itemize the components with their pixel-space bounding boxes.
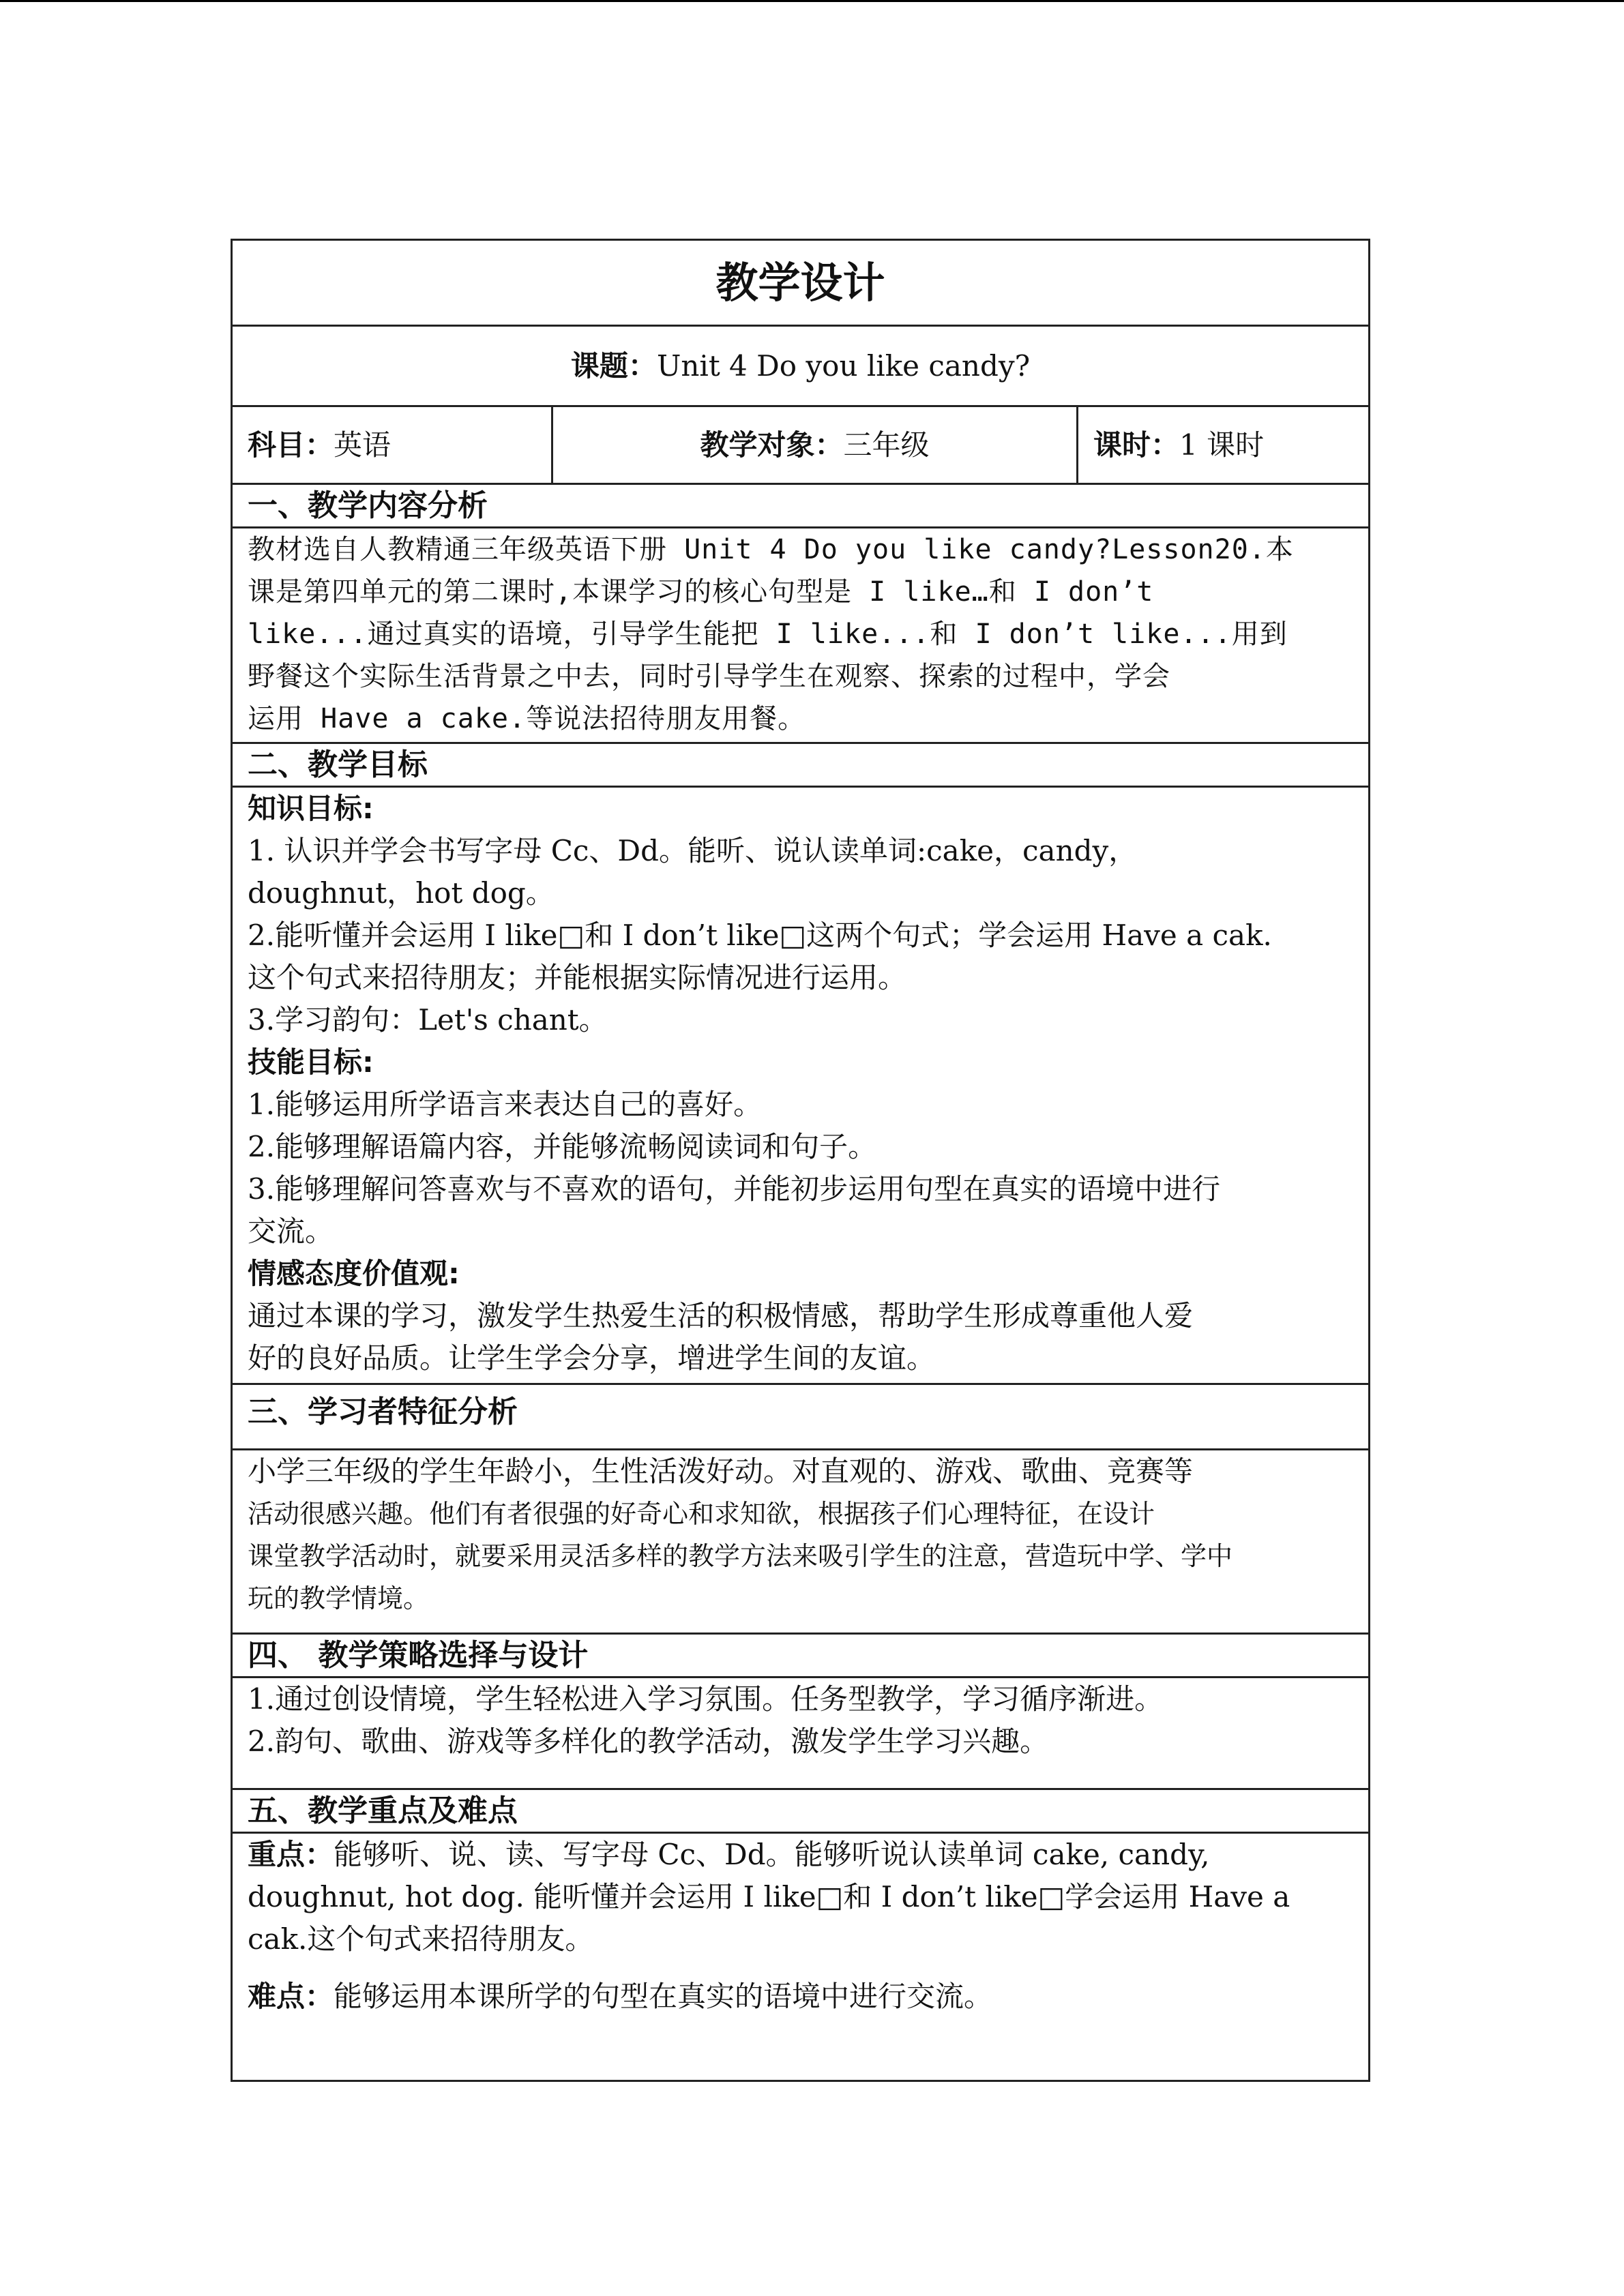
skill-line: 1.能够运用所学语言来表达自己的喜好。 xyxy=(248,1088,763,1121)
key-point-line: cak.这个句式来招待朋友。 xyxy=(248,1922,594,1956)
emotion-label: 情感态度价值观: xyxy=(248,1257,460,1290)
difficulty-text: 能够运用本课所学的句型在真实的语境中进行交流。 xyxy=(334,1980,993,2013)
topic-row xyxy=(232,326,1370,406)
section3-line: 活动很感兴趣。他们有者很强的好奇心和求知欲，根据孩子们心理特征，在设计 xyxy=(248,1499,1155,1529)
section1-body xyxy=(232,528,1370,743)
key-point-line: doughnut, hot dog. 能听懂并会运用 I like□和 I don’t like□学会运用 Have a xyxy=(248,1880,1290,1913)
knowledge-line: 1. 认识并学会书写字母 Cc、Dd。能听、说认读单词:cake，candy， xyxy=(248,834,1138,867)
target-cell xyxy=(552,406,1078,484)
section2-heading: 二、教学目标 xyxy=(232,743,1370,787)
lesson-plan-table xyxy=(231,239,1370,2082)
section5-heading: 五、教学重点及难点 xyxy=(232,1789,1370,1833)
knowledge-line: doughnut，hot dog。 xyxy=(248,876,555,910)
section3-line: 小学三年级的学生年龄小，生性活泼好动。对直观的、游戏、歌曲、竞赛等 xyxy=(248,1455,1194,1488)
section3-line: 课堂教学活动时，就要采用灵活多样的教学方法来吸引学生的注意，营造玩中学、学中 xyxy=(248,1541,1233,1571)
section1-line: like...通过真实的语境，引导学生能把 I like...和 I don’t like...用到 xyxy=(248,618,1288,650)
section1-line: 运用 Have a cake.等说法招待朋友用餐。 xyxy=(248,703,806,734)
section4-body xyxy=(232,1678,1370,1789)
emotion-line: 通过本课的学习，激发学生热爱生活的积极情感，帮助学生形成尊重他人爱 xyxy=(248,1299,1194,1332)
hours-value: 1 课时 xyxy=(1179,428,1265,462)
skill-line: 3.能够理解问答喜欢与不喜欢的语句，并能初步运用句型在真实的语境中进行 xyxy=(248,1172,1221,1206)
skill-label: 技能目标: xyxy=(248,1045,374,1079)
knowledge-line: 2.能听懂并会运用 I like□和 I don’t like□这两个句式；学会运用 Have a cak. xyxy=(248,919,1272,952)
subject-label: 科目： xyxy=(248,428,334,462)
section3-heading: 三、学习者特征分析 xyxy=(232,1384,1370,1450)
section4-line: 2.韵句、歌曲、游戏等多样化的教学活动，激发学生学习兴趣。 xyxy=(248,1725,1049,1758)
difficulty-point xyxy=(248,1976,1353,2018)
topic-label: 课题： xyxy=(570,348,657,383)
section3-body xyxy=(232,1450,1370,1634)
section1-heading: 一、教学内容分析 xyxy=(232,484,1370,528)
key-point-label: 重点： xyxy=(248,1838,334,1871)
knowledge-line: 3.学习韵句：Let's chant。 xyxy=(248,1003,608,1037)
knowledge-line: 这个句式来招待朋友；并能根据实际情况进行运用。 xyxy=(248,961,907,994)
topic-value: Unit 4 Do you like candy? xyxy=(656,348,1031,383)
key-point-line: 能够听、说、读、写字母 Cc、Dd。能够听说认读单词 cake, candy, xyxy=(334,1838,1210,1871)
emotion-line: 好的良好品质。让学生学会分享，增进学生间的友谊。 xyxy=(248,1341,936,1375)
section1-line: 教材选自人教精通三年级英语下册 Unit 4 Do you like candy?Lesson20.本 xyxy=(248,534,1294,565)
section1-line: 野餐这个实际生活背景之中去，同时引导学生在观察、探索的过程中，学会 xyxy=(248,661,1170,692)
skill-line: 2.能够理解语篇内容，并能够流畅阅读词和句子。 xyxy=(248,1130,877,1163)
key-point xyxy=(248,1834,1353,1876)
target-value: 三年级 xyxy=(843,428,930,462)
skill-line: 交流。 xyxy=(248,1214,334,1248)
subject-cell xyxy=(232,406,552,484)
subject-value: 英语 xyxy=(334,428,392,462)
hours-cell xyxy=(1078,406,1370,484)
section3-line: 玩的教学情境。 xyxy=(248,1583,430,1613)
section2-body xyxy=(232,787,1370,1384)
section4-heading: 四、 教学策略选择与设计 xyxy=(232,1634,1370,1678)
target-label: 教学对象： xyxy=(700,428,844,462)
section1-line: 课是第四单元的第二课时,本课学习的核心句型是 I like…和 I don’t xyxy=(248,576,1154,608)
section4-line: 1.通过创设情境，学生轻松进入学习氛围。任务型教学，学习循序渐进。 xyxy=(248,1682,1164,1716)
difficulty-label: 难点： xyxy=(248,1980,334,2013)
hours-label: 课时： xyxy=(1093,428,1180,462)
section5-body xyxy=(232,1833,1370,2081)
knowledge-label: 知识目标: xyxy=(248,792,374,825)
document-title: 教学设计 xyxy=(232,240,1370,326)
